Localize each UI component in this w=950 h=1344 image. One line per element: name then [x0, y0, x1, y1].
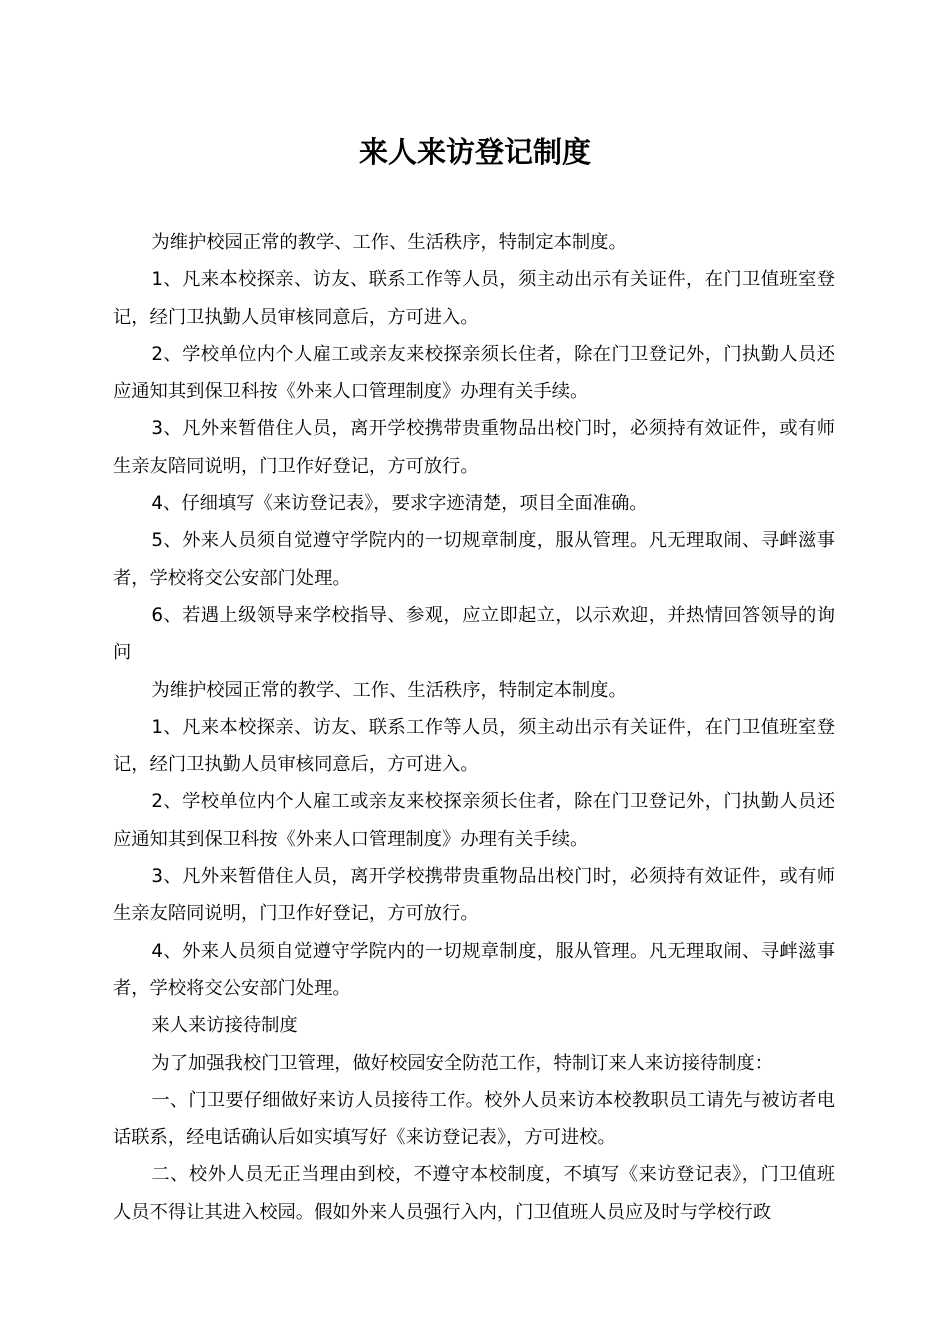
paragraph-rule-2: 2、学校单位内个人雇工或亲友来校探亲须长住者，除在门卫登记外，门执勤人员还应通知其到保卫科按《外来人口管理制度》办理有关手续。 — [113, 343, 835, 403]
paragraph-rule-1-repeat: 1、凡来本校探亲、访友、联系工作等人员，须主动出示有关证件，在门卫值班室登记，经门卫执勤人员审核同意后，方可进入。 — [113, 716, 835, 776]
document-title: 来人来访登记制度 — [358, 135, 591, 169]
paragraph-intro-repeat: 为维护校园正常的教学、工作、生活秩序，特制定本制度。 — [151, 679, 627, 701]
document-body — [113, 224, 835, 1231]
paragraph-rule-1: 1、凡来本校探亲、访友、联系工作等人员，须主动出示有关证件，在门卫值班室登记，经门卫执勤人员审核同意后，方可进入。 — [113, 269, 835, 328]
paragraph-section-intro: 为了加强我校门卫管理，做好校园安全防范工作，特制订来人来访接待制度： — [151, 1052, 773, 1074]
paragraph-rule-3: 3、凡外来暂借住人员，离开学校携带贵重物品出校门时，必须持有效证件，或有师生亲友陪同说明，门卫作好登记，方可放行。 — [113, 418, 835, 477]
section-heading: 来人来访接待制度 — [151, 1015, 298, 1037]
paragraph-rule-5: 5、外来人员须自觉遵守学院内的一切规章制度，服从管理。凡无理取闹、寻衅滋事者，学校将交公安部门处理。 — [113, 530, 835, 589]
paragraph-intro: 为维护校园正常的教学、工作、生活秩序，特制定本制度。 — [151, 232, 627, 253]
paragraph-item-2: 二、校外人员无正当理由到校，不遵守本校制度，不填写《来访登记表》，门卫值班人员不得让其进入校园。假如外来人员强行入内，门卫值班人员应及时与学校行政 — [113, 1164, 835, 1223]
paragraph-rule-3-repeat: 3、凡外来暂借住人员，离开学校携带贵重物品出校门时，必须持有效证件，或有师生亲友陪同说明，门卫作好登记，方可放行。 — [113, 866, 835, 925]
paragraph-rule-4-repeat: 4、外来人员须自觉遵守学院内的一切规章制度，服从管理。凡无理取闹、寻衅滋事者，学校将交公安部门处理。 — [113, 940, 835, 999]
paragraph-rule-4: 4、仔细填写《来访登记表》，要求字迹清楚，项目全面准确。 — [151, 493, 648, 515]
paragraph-item-1: 一、门卫要仔细做好来访人员接待工作。校外人员来访本校教职员工请先与被访者电话联系，经电话确认后如实填写好《来访登记表》，方可进校。 — [113, 1089, 835, 1149]
paragraph-rule-2-repeat: 2、学校单位内个人雇工或亲友来校探亲须长住者，除在门卫登记外，门执勤人员还应通知其到保卫科按《外来人口管理制度》办理有关手续。 — [113, 791, 835, 850]
paragraph-rule-6: 6、若遇上级领导来学校指导、参观，应立即起立，以示欢迎，并热情回答领导的询问 — [113, 604, 835, 664]
